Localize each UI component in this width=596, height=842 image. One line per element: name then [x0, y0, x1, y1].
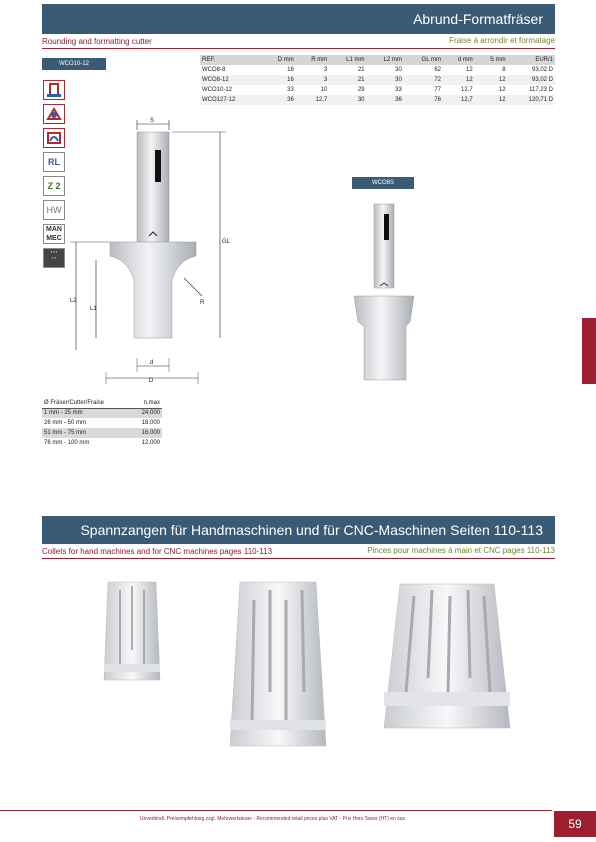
- dim-gl-label: GL: [222, 239, 231, 245]
- price-cell: 117,23 D: [529, 87, 553, 93]
- spec-header-cell: EUR/1: [508, 55, 555, 65]
- model-chip-second: WCO8S: [352, 177, 414, 189]
- collet-small: [100, 580, 164, 684]
- page-title: Abrund-Formatfräser: [413, 11, 543, 27]
- hw-icon: HW: [43, 200, 65, 220]
- dim-l2-label: L2: [70, 298, 77, 304]
- ref-cell: WCO127-12: [200, 95, 262, 105]
- spec-header-cell: GL mm: [404, 55, 443, 65]
- table-row: [42, 408, 162, 418]
- spec-table-header: [200, 55, 555, 65]
- table-cell: 12: [498, 87, 506, 93]
- table-cell: 12: [443, 75, 475, 85]
- diameter-range-cell: 76 mm - 100 mm: [44, 440, 90, 446]
- rpm-table-header: [42, 398, 162, 408]
- rpm-header-cell: Ø Fräser/Cutter/Fraise: [42, 398, 131, 408]
- spec-header-cell: REF.: [200, 55, 262, 65]
- subtitle-row-collets: [42, 546, 555, 559]
- page-number: 59: [554, 811, 596, 837]
- table-cell: 12: [475, 95, 508, 105]
- collet-medium: [228, 580, 328, 750]
- table-cell: 36: [367, 95, 404, 105]
- model-chip-main: WCO10-12: [42, 58, 106, 70]
- max-rpm-cell: 24.000: [131, 408, 162, 418]
- table-row: [42, 418, 162, 428]
- table-cell: 12,7: [461, 87, 473, 93]
- table-cell: 30: [367, 75, 404, 85]
- table-cell: 30: [329, 95, 366, 105]
- section-title: Spannzangen für Handmaschinen und für CNC-Maschinen Seiten 110-113: [80, 522, 543, 538]
- rpm-header-cell: n.max: [131, 398, 162, 408]
- footer-price-note: Unverbindl. Preisempfehlung zzgl. Mehrwertsteuer - Recommended retail prices plus VAT - Prix Hors Taxes (HT) en sus: [140, 816, 406, 822]
- subtitle-english: Collets for hand machines and for CNC machines pages 110-113: [42, 547, 273, 556]
- table-row: [200, 95, 555, 105]
- table-cell: 76: [404, 95, 443, 105]
- table-cell: 21: [357, 67, 365, 73]
- table-row: [200, 75, 555, 85]
- max-rpm-cell: 12.000: [141, 440, 160, 446]
- subtitle-row: [42, 36, 555, 49]
- tool-type-red-icon-1: [43, 80, 65, 100]
- z2-icon: Z 2: [43, 176, 65, 196]
- dim-d-label: d: [150, 360, 154, 366]
- dim-l1-label: L1: [90, 306, 97, 312]
- table-cell: 3: [296, 75, 329, 85]
- dim-D-label: D: [149, 378, 154, 384]
- table-cell: 12: [466, 67, 473, 73]
- table-cell: 62: [434, 67, 441, 73]
- diameter-range-cell: 26 mm - 50 mm: [44, 420, 87, 426]
- table-cell: 10: [320, 87, 328, 93]
- spec-header-cell: R mm: [296, 55, 329, 65]
- table-cell: 77: [434, 87, 441, 93]
- spec-header-cell: L2 mm: [367, 55, 404, 65]
- table-row: [200, 85, 555, 95]
- subtitle-english: Rounding and formatting cutter: [42, 37, 152, 46]
- table-cell: 21: [329, 75, 366, 85]
- dim-s-label: S: [150, 118, 155, 124]
- rl-icon: RL: [43, 152, 65, 172]
- table-cell: 33: [395, 87, 402, 93]
- price-cell: 93,02 D: [508, 75, 555, 85]
- rpm-table: [42, 398, 162, 448]
- chapter-tab: [582, 318, 596, 384]
- subtitle-french: Pinces pour machines à main et CNC pages 110-113: [367, 546, 555, 555]
- cutter-head: [110, 242, 196, 338]
- table-cell: 72: [404, 75, 443, 85]
- table-cell: 3: [323, 67, 328, 73]
- ref-cell: WCO8-12: [200, 75, 262, 85]
- max-rpm-cell: 18.000: [141, 420, 160, 426]
- table-cell: 12: [475, 75, 508, 85]
- ref-cell: WCO8-8: [202, 67, 226, 73]
- spec-header-cell: D mm: [262, 55, 295, 65]
- diameter-range-cell: 51 mm - 75 mm: [42, 428, 131, 438]
- table-cell: 16: [262, 75, 295, 85]
- spec-table: [200, 55, 555, 105]
- ref-cell: WCO10-12: [202, 87, 233, 93]
- section-title-bar: [42, 4, 555, 34]
- table-cell: 8: [502, 67, 506, 73]
- footer-divider: [0, 810, 552, 811]
- section-title-bar-collets: [42, 516, 555, 544]
- price-cell: 120,71 D: [508, 95, 555, 105]
- table-row: [42, 428, 162, 438]
- max-rpm-cell: 16.000: [131, 428, 162, 438]
- spec-header-cell: d mm: [443, 55, 475, 65]
- second-cutter-drawing: [350, 200, 420, 384]
- man-mec-icon: MAN MEC: [43, 224, 65, 244]
- price-cell: 93,02 D: [531, 67, 553, 73]
- table-cell: 30: [395, 67, 402, 73]
- dim-r-label: R: [200, 300, 205, 306]
- diameter-range-cell: 1 mm - 25 mm: [42, 408, 131, 418]
- table-cell: 12,7: [296, 95, 329, 105]
- cutter-shank: [137, 132, 169, 242]
- table-row: [200, 65, 555, 75]
- subtitle-french: Fraise à arrondir et formatage: [449, 36, 555, 45]
- cutter-logo: [155, 150, 161, 182]
- collet-large: [382, 582, 512, 732]
- tool-note-icon: ▪ ▪ ▪ ▪ ▪: [43, 248, 65, 268]
- cutter-drawing: [60, 110, 260, 390]
- table-cell: 12,7: [443, 95, 475, 105]
- table-cell: 33: [287, 87, 294, 93]
- table-cell: 36: [262, 95, 295, 105]
- spec-header-cell: L1 mm: [329, 55, 366, 65]
- table-row: [42, 438, 162, 448]
- spec-header-cell: S mm: [475, 55, 508, 65]
- table-cell: 29: [357, 87, 365, 93]
- table-cell: 16: [287, 67, 294, 73]
